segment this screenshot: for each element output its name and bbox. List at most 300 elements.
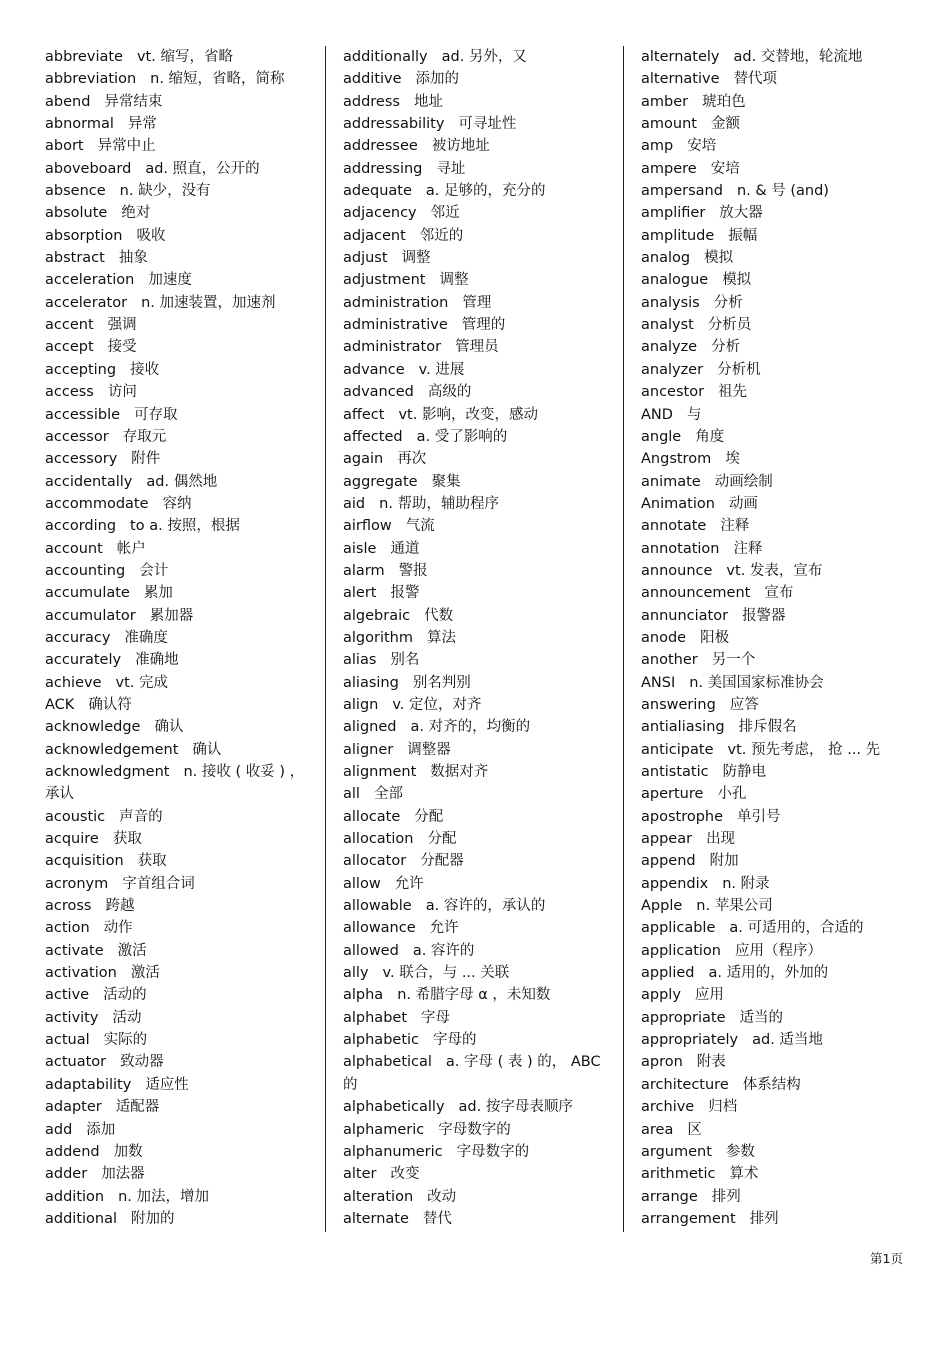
- word-entry: [641, 336, 911, 358]
- entry-term: accurately: [45, 652, 122, 669]
- entry-term: alphabetical: [343, 1054, 432, 1071]
- entry-term: alternately: [641, 49, 720, 65]
- entry-term: again: [343, 451, 384, 468]
- entry-term: appropriate: [641, 1009, 726, 1026]
- column-divider-1: [325, 46, 326, 1232]
- word-entry: [343, 873, 615, 895]
- entry-definition: 算法: [426, 629, 456, 646]
- entry-term: absolute: [45, 205, 108, 222]
- entry-definition: 跨越: [105, 898, 135, 915]
- entry-term: absence: [45, 183, 106, 200]
- word-entry: [641, 984, 911, 1006]
- entry-term: accent: [45, 317, 94, 334]
- entry-term: applicable: [641, 920, 716, 937]
- entry-definition: 实际的: [103, 1032, 148, 1049]
- word-entry: [641, 806, 911, 828]
- entry-term: animate: [641, 473, 701, 490]
- entry-term: accumulate: [45, 585, 130, 602]
- entry-term: another: [641, 652, 698, 669]
- entry-definition: 气流: [405, 518, 435, 535]
- entry-definition: a. 适用的，外加的: [708, 965, 829, 982]
- word-entry: [343, 404, 615, 426]
- entry-definition: 适配器: [115, 1099, 160, 1116]
- entry-term: algorithm: [343, 629, 413, 646]
- entry-definition: 改动: [427, 1188, 457, 1205]
- entry-definition: v. 联合，与 ... 关联: [382, 965, 510, 982]
- word-entry: [45, 515, 317, 537]
- entry-definition: 高级的: [427, 384, 472, 401]
- entry-term: administrative: [343, 317, 448, 334]
- word-entry: [45, 1208, 317, 1230]
- word-entry: [343, 828, 615, 850]
- entry-definition: 单引号: [737, 808, 781, 825]
- entry-definition: 邻近的: [419, 227, 464, 244]
- entry-term: administrator: [343, 339, 442, 356]
- entry-definition: 聚集: [431, 473, 461, 490]
- entry-term: ampere: [641, 160, 697, 177]
- word-entry: [343, 1163, 615, 1185]
- word-entry: [343, 850, 615, 872]
- word-entry: [343, 180, 615, 202]
- word-entry: [45, 448, 317, 470]
- word-entry: [343, 1096, 615, 1118]
- entry-definition: 金额: [710, 116, 740, 133]
- entry-term: announcement: [641, 585, 751, 602]
- entry-term: abnormal: [45, 116, 114, 133]
- entry-term: adequate: [343, 183, 412, 200]
- entry-term: affect: [343, 406, 385, 423]
- word-entry: [343, 91, 615, 113]
- entry-definition: ad. 照直，公开的: [145, 160, 260, 177]
- entry-term: abend: [45, 93, 91, 110]
- word-entry: [641, 314, 911, 336]
- word-entry: [343, 381, 615, 403]
- entry-definition: 排列: [711, 1188, 741, 1205]
- entry-term: algebraic: [343, 607, 411, 624]
- entry-definition: 注释: [733, 540, 763, 557]
- word-entry: [343, 515, 615, 537]
- entry-definition: 调整: [401, 250, 431, 267]
- entry-term: according: [45, 518, 117, 535]
- word-entry: [641, 247, 911, 269]
- entry-definition: 别名判别: [412, 674, 471, 691]
- entry-definition: 注释: [720, 518, 750, 535]
- entry-definition: 访问: [107, 384, 137, 401]
- entry-term: arrangement: [641, 1210, 736, 1227]
- entry-term: affected: [343, 428, 403, 445]
- word-entry: [343, 269, 615, 291]
- entry-term: absorption: [45, 227, 123, 244]
- entry-term: alert: [343, 585, 377, 602]
- word-entry: [343, 1051, 615, 1096]
- word-entry: [343, 1186, 615, 1208]
- word-entry: [641, 828, 911, 850]
- entry-definition: 警报: [398, 562, 428, 579]
- word-column-3: [641, 46, 911, 1230]
- word-entry: [343, 940, 615, 962]
- word-entry: [45, 1096, 317, 1118]
- entry-term: aid: [343, 495, 366, 512]
- entry-definition: vt. 发表，宣布: [726, 562, 823, 579]
- entry-term: alteration: [343, 1188, 414, 1205]
- entry-term: address: [343, 93, 400, 110]
- entry-term: achieve: [45, 674, 102, 691]
- entry-term: accessible: [45, 406, 121, 423]
- entry-definition: 活动: [112, 1009, 142, 1026]
- entry-term: acquire: [45, 831, 99, 848]
- entry-definition: 替代项: [733, 71, 778, 88]
- entry-definition: 替代: [422, 1210, 452, 1227]
- word-entry: [45, 694, 317, 716]
- entry-definition: 别名: [390, 652, 420, 669]
- entry-term: align: [343, 696, 379, 713]
- entry-term: appear: [641, 831, 693, 848]
- word-entry: [343, 426, 615, 448]
- word-entry: [45, 180, 317, 202]
- entry-definition: 改变: [390, 1166, 420, 1183]
- entry-term: additionally: [343, 49, 428, 65]
- entry-definition: 再次: [397, 451, 427, 468]
- entry-definition: 字母的: [433, 1032, 477, 1049]
- entry-definition: 加数: [113, 1143, 143, 1160]
- entry-definition: 振幅: [728, 227, 758, 244]
- word-entry: [45, 940, 317, 962]
- word-entry: [343, 471, 615, 493]
- entry-definition: 埃: [725, 451, 740, 468]
- entry-definition: ad. 偶然地: [146, 473, 218, 490]
- entry-definition: 邻近: [430, 205, 460, 222]
- entry-definition: a. 字母 ( 表 ) 的， ABC 的: [343, 1054, 601, 1093]
- word-entry: [45, 1119, 317, 1141]
- word-entry: [641, 448, 911, 470]
- entry-definition: 被访地址: [431, 138, 490, 155]
- entry-definition: 排斥假名: [738, 719, 797, 736]
- word-entry: [45, 716, 317, 738]
- entry-definition: a. 受了影响的: [416, 428, 508, 445]
- entry-term: annunciator: [641, 607, 729, 624]
- word-entry: [45, 314, 317, 336]
- entry-definition: 调整: [439, 272, 469, 289]
- entry-term: accessor: [45, 428, 109, 445]
- word-entry: [641, 1007, 911, 1029]
- word-entry: [343, 984, 615, 1006]
- entry-definition: 声音的: [119, 808, 163, 825]
- entry-term: adapter: [45, 1099, 102, 1116]
- entry-term: amount: [641, 116, 697, 133]
- word-entry: [641, 560, 911, 582]
- word-entry: [641, 1163, 911, 1185]
- entry-definition: 字母数字的: [456, 1143, 530, 1160]
- entry-definition: 与: [686, 406, 702, 423]
- entry-term: addressee: [343, 138, 418, 155]
- entry-term: accelerator: [45, 294, 128, 311]
- entry-term: appropriately: [641, 1032, 739, 1049]
- entry-definition: 绝对: [121, 205, 151, 222]
- entry-term: arithmetic: [641, 1166, 716, 1183]
- word-entry: [641, 605, 911, 627]
- entry-definition: 参数: [725, 1143, 755, 1160]
- entry-term: archive: [641, 1099, 695, 1116]
- entry-term: alphanumeric: [343, 1143, 443, 1160]
- word-entry: [641, 895, 911, 917]
- entry-definition: 容纳: [162, 495, 192, 512]
- word-entry: [641, 426, 911, 448]
- entry-term: appendix: [641, 875, 709, 892]
- entry-term: acknowledgment: [45, 764, 170, 780]
- entry-definition: 异常结束: [104, 93, 163, 110]
- word-entry: [45, 538, 317, 560]
- entry-definition: 管理: [462, 294, 492, 311]
- entry-definition: 小孔: [717, 786, 747, 803]
- entry-definition: 获取: [137, 853, 167, 870]
- entry-definition: 附表: [696, 1054, 726, 1071]
- entry-definition: 分配: [414, 808, 444, 825]
- entry-definition: 强调: [107, 317, 137, 334]
- word-entry: [343, 314, 615, 336]
- word-entry: [641, 135, 911, 157]
- word-entry: [45, 739, 317, 761]
- entry-term: abbreviation: [45, 71, 137, 88]
- entry-definition: 字母: [421, 1009, 451, 1026]
- entry-definition: 可寻址性: [458, 116, 517, 133]
- word-entry: [343, 783, 615, 805]
- word-entry: [641, 113, 911, 135]
- word-entry: [45, 404, 317, 426]
- word-entry: [343, 448, 615, 470]
- entry-definition: ad. 另外，又: [441, 49, 527, 65]
- entry-definition: ad. 交替地，轮流地: [733, 49, 863, 65]
- word-entry: [641, 471, 911, 493]
- entry-term: addend: [45, 1143, 100, 1160]
- entry-term: announce: [641, 562, 713, 579]
- entry-term: alignment: [343, 764, 417, 780]
- entry-term: alarm: [343, 562, 385, 579]
- entry-definition: a. 足够的，充分的: [425, 183, 546, 200]
- word-entry: [45, 895, 317, 917]
- word-entry: [343, 1007, 615, 1029]
- word-entry: [343, 336, 615, 358]
- word-entry: [343, 716, 615, 738]
- word-entry: [641, 515, 911, 537]
- word-entry: [45, 962, 317, 984]
- entry-definition: 数据对齐: [430, 764, 489, 780]
- entry-definition: n. 加法，增加: [118, 1188, 210, 1205]
- entry-term: angle: [641, 428, 682, 445]
- word-entry: [45, 873, 317, 895]
- entry-term: amp: [641, 138, 674, 155]
- entry-definition: 放大器: [719, 205, 763, 222]
- entry-term: addressability: [343, 116, 445, 133]
- word-entry: [45, 426, 317, 448]
- entry-term: AND: [641, 406, 673, 423]
- entry-term: apostrophe: [641, 808, 724, 825]
- entry-definition: 模拟: [704, 250, 734, 267]
- word-entry: [45, 917, 317, 939]
- entry-definition: ad. 适当地: [752, 1032, 823, 1049]
- entry-term: abstract: [45, 250, 105, 267]
- entry-definition: 通道: [390, 540, 420, 557]
- word-entry: [641, 68, 911, 90]
- entry-definition: 允许: [394, 875, 424, 892]
- word-entry: [343, 538, 615, 560]
- entry-definition: 获取: [112, 831, 142, 848]
- entry-definition: 排列: [749, 1210, 779, 1227]
- word-entry: [45, 113, 317, 135]
- word-entry: [641, 359, 911, 381]
- entry-definition: 区: [687, 1121, 702, 1138]
- word-entry: [343, 694, 615, 716]
- word-entry: [343, 605, 615, 627]
- entry-definition: 祖先: [718, 384, 748, 401]
- word-entry: [641, 873, 911, 895]
- word-entry: [343, 135, 615, 157]
- entry-term: aisle: [343, 540, 377, 557]
- word-column-2: [343, 46, 615, 1230]
- word-entry: [45, 381, 317, 403]
- word-entry: [343, 493, 615, 515]
- entry-term: ampersand: [641, 183, 723, 200]
- word-entry: [641, 649, 911, 671]
- word-entry: [641, 91, 911, 113]
- entry-term: account: [45, 540, 103, 557]
- entry-definition: n. 加速装置，加速剂: [141, 294, 276, 311]
- word-entry: [641, 761, 911, 783]
- word-entry: [45, 1141, 317, 1163]
- word-entry: [343, 672, 615, 694]
- entry-term: access: [45, 384, 94, 401]
- entry-term: advance: [343, 361, 405, 378]
- word-entry: [641, 739, 911, 761]
- entry-definition: 累加器: [149, 607, 194, 624]
- entry-definition: 报警器: [742, 607, 786, 624]
- word-entry: [45, 225, 317, 247]
- entry-definition: 添加的: [415, 71, 460, 88]
- entry-term: add: [45, 1121, 73, 1138]
- word-entry: [641, 627, 911, 649]
- word-entry: [641, 582, 911, 604]
- word-entry: [343, 247, 615, 269]
- word-entry: [45, 247, 317, 269]
- entry-definition: n. 接收 ( 收妥 ) ，承认: [45, 764, 305, 803]
- entry-term: activate: [45, 942, 104, 959]
- entry-term: active: [45, 987, 90, 1004]
- entry-definition: 代数: [424, 607, 454, 624]
- entry-definition: 调整器: [407, 741, 451, 758]
- entry-definition: 可存取: [134, 406, 178, 423]
- entry-definition: 活动的: [103, 987, 147, 1004]
- entry-definition: n. 希腊字母 α ，未知数: [397, 987, 551, 1004]
- entry-term: acquisition: [45, 853, 124, 870]
- word-entry: [641, 1141, 911, 1163]
- entry-definition: vt. 影响，改变，感动: [398, 406, 538, 423]
- entry-definition: 激活: [117, 942, 147, 959]
- entry-term: advanced: [343, 384, 414, 401]
- entry-definition: 管理员: [455, 339, 499, 356]
- word-entry: [343, 292, 615, 314]
- entry-definition: 致动器: [120, 1054, 164, 1071]
- word-entry: [45, 1074, 317, 1096]
- word-entry: [343, 627, 615, 649]
- word-entry: [45, 560, 317, 582]
- word-entry: [343, 739, 615, 761]
- entry-term: apron: [641, 1054, 683, 1071]
- entry-term: adjustment: [343, 272, 426, 289]
- word-entry: [45, 1007, 317, 1029]
- entry-term: ACK: [45, 696, 75, 713]
- word-entry: [641, 1051, 911, 1073]
- word-entry: [641, 180, 911, 202]
- entry-term: aliasing: [343, 674, 399, 691]
- entry-definition: 动作: [103, 920, 133, 937]
- entry-term: arrange: [641, 1188, 698, 1205]
- entry-term: administration: [343, 294, 449, 311]
- entry-term: aboveboard: [45, 160, 132, 177]
- entry-definition: 管理的: [461, 317, 506, 334]
- entry-term: acknowledge: [45, 719, 141, 736]
- word-entry: [641, 493, 911, 515]
- entry-definition: vt. 预先考虑， 抢 ... 先: [727, 741, 881, 758]
- entry-term: allowance: [343, 920, 416, 937]
- entry-definition: 动画: [728, 495, 758, 512]
- word-entry: [45, 46, 317, 68]
- entry-definition: 确认: [154, 719, 184, 736]
- word-entry: [45, 649, 317, 671]
- entry-definition: 防静电: [722, 764, 767, 780]
- word-entry: [343, 806, 615, 828]
- entry-term: adaptability: [45, 1076, 132, 1093]
- entry-definition: 分析: [713, 294, 743, 311]
- entry-definition: 接收: [130, 361, 160, 378]
- entry-term: actual: [45, 1032, 90, 1049]
- word-entry: [45, 672, 317, 694]
- entry-term: allocator: [343, 853, 407, 870]
- page-number: 第1页: [870, 1251, 903, 1266]
- entry-term: Animation: [641, 495, 715, 512]
- word-entry: [641, 1186, 911, 1208]
- entry-definition: 抽象: [118, 250, 148, 267]
- entry-term: alternate: [343, 1210, 409, 1227]
- word-entry: [343, 761, 615, 783]
- entry-term: architecture: [641, 1076, 729, 1093]
- entry-term: analyze: [641, 339, 698, 356]
- entry-term: abbreviate: [45, 49, 123, 65]
- word-entry: [45, 828, 317, 850]
- entry-definition: 加法器: [101, 1166, 145, 1183]
- entry-definition: 接受: [107, 339, 137, 356]
- entry-term: accept: [45, 339, 94, 356]
- entry-term: alternative: [641, 71, 720, 88]
- entry-term: allocate: [343, 808, 401, 825]
- entry-term: accumulator: [45, 607, 136, 624]
- entry-term: Angstrom: [641, 451, 712, 468]
- word-entry: [641, 962, 911, 984]
- entry-term: action: [45, 920, 90, 937]
- word-entry: [343, 649, 615, 671]
- entry-definition: a. 对齐的，均衡的: [410, 719, 531, 736]
- entry-term: allocation: [343, 831, 414, 848]
- entry-term: all: [343, 786, 360, 803]
- entry-definition: 动画绘制: [714, 473, 773, 490]
- entry-definition: 确认: [192, 741, 222, 758]
- entry-term: acronym: [45, 875, 109, 892]
- entry-term: apply: [641, 987, 681, 1004]
- entry-term: across: [45, 898, 92, 915]
- entry-definition: n. & 号 (and): [736, 183, 829, 200]
- word-entry: [45, 1186, 317, 1208]
- word-entry: [343, 560, 615, 582]
- column-divider-2: [623, 46, 624, 1232]
- word-entry: [343, 1119, 615, 1141]
